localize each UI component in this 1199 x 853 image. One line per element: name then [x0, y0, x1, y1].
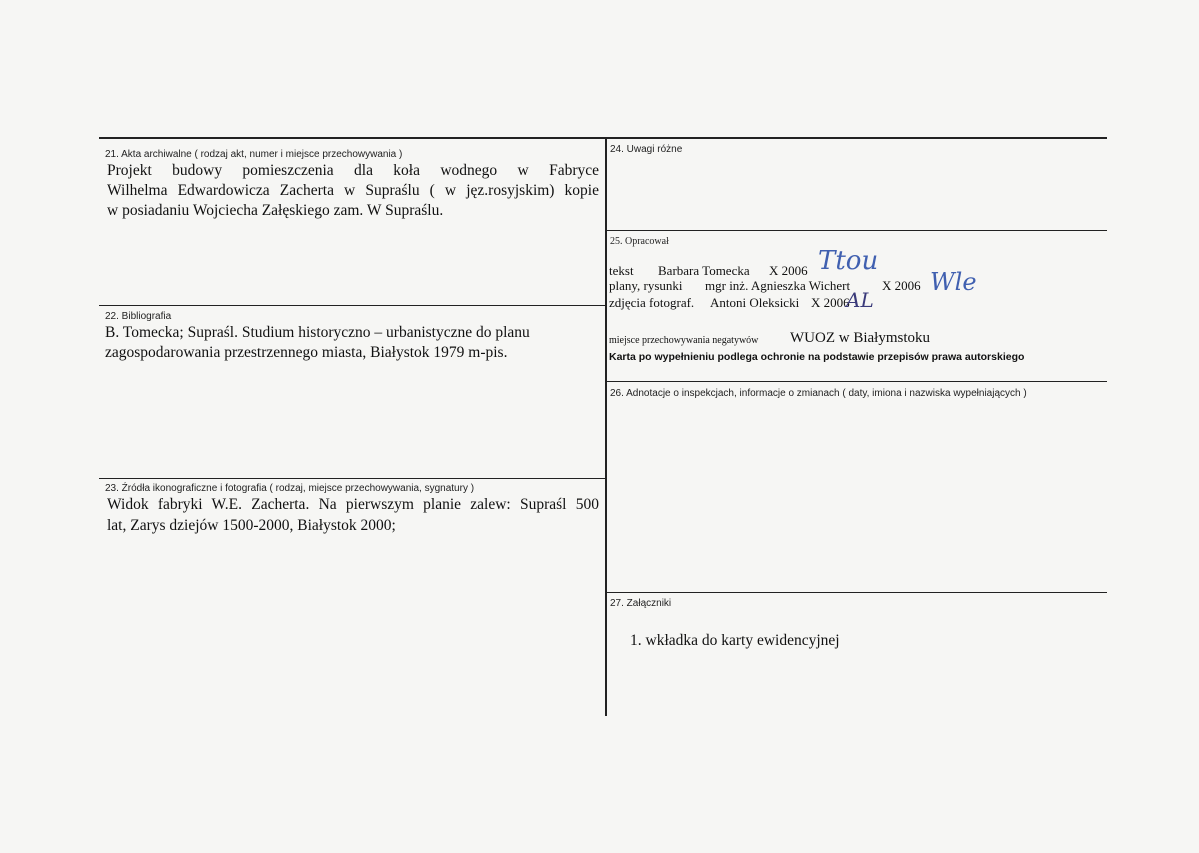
section-26-label: 26. Adnotacje o inspekcjach, informacje o zmianach ( daty, imiona i nazwiska wypełniających ): [610, 388, 1027, 399]
negatives-value: WUOZ w Białymstoku: [790, 330, 930, 346]
section-23-line-1: Widok fabryki W.E. Zacherta. Na pierwszym planie zalew: Supraśl 500: [107, 496, 599, 513]
divider-25-26: [606, 381, 1107, 382]
author-photo-role: zdjęcia fotograf.: [609, 295, 695, 310]
copyright-note: Karta po wypełnieniu podlega ochronie na podstawie przepisów prawa autorskiego: [609, 351, 1025, 363]
signature-1: Ttou: [818, 246, 879, 276]
section-25-label: 25. Opracował: [610, 236, 669, 247]
author-plans-date: X 2006: [882, 278, 921, 293]
section-21-label: 21. Akta archiwalne ( rodzaj akt, numer i miejsce przechowywania ): [105, 149, 403, 160]
section-27-label: 27. Załączniki: [610, 598, 672, 609]
author-photo-date: X 2006: [811, 295, 850, 310]
section-23-line-2: lat, Zarys dziejów 1500-2000, Białystok 2000;: [107, 517, 396, 534]
divider-26-27: [606, 592, 1107, 593]
author-text-name: Barbara Tomecka: [658, 263, 750, 278]
top-border-line: [99, 137, 1107, 139]
section-23-label: 23. Źródła ikonograficzne i fotografia ( rodzaj, miejsce przechowywania, sygnatury ): [105, 483, 475, 494]
section-21-line-1: Projekt budowy pomieszczenia dla koła wodnego w Fabryce: [107, 162, 599, 179]
author-text-role: tekst: [609, 263, 634, 278]
section-24-label: 24. Uwagi różne: [610, 144, 683, 155]
section-22-line-1: B. Tomecka; Supraśl. Studium historyczno – urbanistyczne do planu: [105, 324, 530, 341]
author-photo-name: Antoni Oleksicki: [710, 295, 800, 310]
attachment-item-1: 1. wkładka do karty ewidencyjnej: [630, 632, 840, 649]
section-22-label: 22. Bibliografia: [105, 311, 172, 322]
divider-22-23: [99, 478, 606, 479]
negatives-label: miejsce przechowywania negatywów: [609, 335, 759, 346]
center-divider: [605, 138, 607, 716]
divider-21-22: [99, 305, 606, 306]
negatives-row: [609, 330, 1089, 350]
section-21-line-3: w posiadaniu Wojciecha Załęskiego zam. W Supraślu.: [107, 202, 444, 219]
section-22-line-2: zagospodarowania przestrzennego miasta, Białystok 1979 m-pis.: [105, 344, 508, 361]
signature-2: Wle: [930, 268, 977, 296]
divider-24-25: [606, 230, 1107, 231]
author-plans-name: mgr inż. Agnieszka Wichert: [705, 278, 851, 293]
signature-3: AL: [846, 288, 874, 312]
section-21-line-2: Wilhelma Edwardowicza Zacherta w Supraślu ( w jęz.rosyjskim) kopie: [107, 182, 599, 199]
author-plans-role: plany, rysunki: [609, 278, 683, 293]
author-text-date: X 2006: [769, 263, 808, 278]
